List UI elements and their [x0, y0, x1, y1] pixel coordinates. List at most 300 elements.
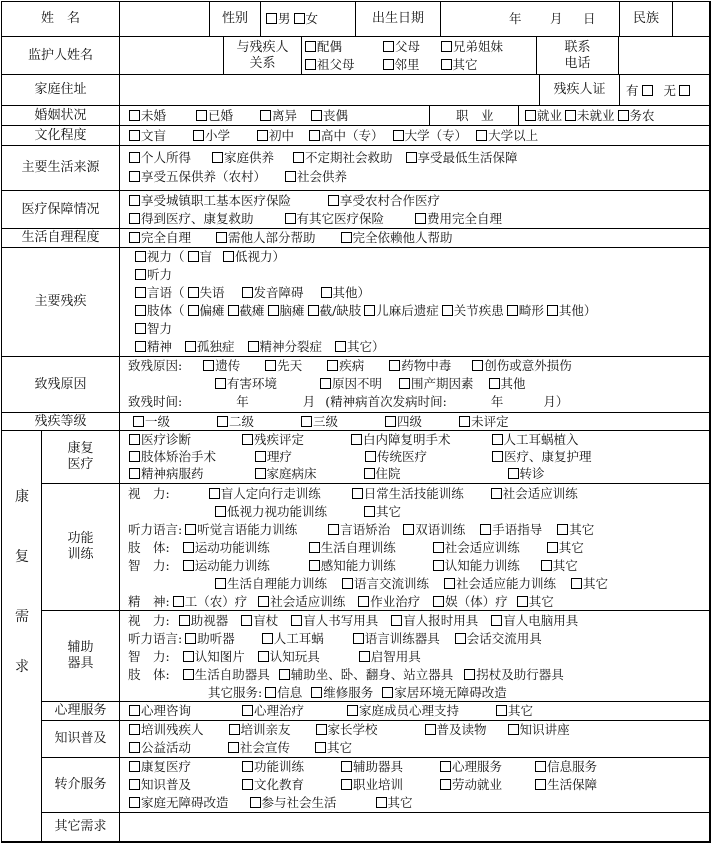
grade3-checkbox[interactable]	[301, 416, 312, 427]
cause-month-label: 月	[302, 394, 316, 409]
devices-vision-label: 视 力:	[128, 613, 170, 628]
sign-language-checkbox[interactable]	[480, 524, 491, 535]
assessment-checkbox[interactable]	[242, 434, 253, 445]
phone-label	[537, 37, 619, 75]
reading-material-checkbox[interactable]	[425, 724, 436, 735]
grade1-label: 一级	[145, 414, 171, 429]
deformity-checkbox[interactable]	[507, 305, 518, 316]
other-relation-checkbox[interactable]	[441, 59, 452, 70]
recreation-therapy-checkbox[interactable]	[433, 596, 444, 607]
orientation-checkbox[interactable]	[209, 488, 220, 499]
cert-line	[626, 82, 691, 99]
self-help-device-checkbox[interactable]	[183, 669, 194, 680]
limb-label: 肢体（	[147, 303, 185, 318]
psych-label	[42, 702, 120, 721]
limb-training-other-label: 其它	[558, 540, 584, 555]
training-hearing-label: 听力语言:	[128, 522, 183, 537]
college-label: 大学（专）	[404, 128, 468, 143]
walking-aid-label: 拐杖及助行器具	[476, 667, 564, 682]
name-field[interactable]	[120, 2, 210, 37]
disability-label	[2, 248, 120, 357]
articulation-checkbox[interactable]	[242, 287, 253, 298]
ethnic-field[interactable]	[673, 2, 710, 37]
name-label-text: 姓 名	[40, 11, 80, 26]
transfer-checkbox[interactable]	[508, 468, 519, 479]
self-help-device-label: 生活自助器具	[194, 667, 270, 682]
social-aid-checkbox[interactable]	[293, 152, 304, 163]
limb-surgery-label: 肢体矫治手术	[141, 449, 217, 464]
schizophrenia-checkbox[interactable]	[248, 341, 259, 352]
speech-correction-checkbox[interactable]	[328, 524, 339, 535]
ref-employment-label: 劳动就业	[452, 777, 503, 792]
congenital-checkbox[interactable]	[265, 360, 276, 371]
diagnosis-checkbox[interactable]	[129, 434, 140, 445]
ref-culture-edu-checkbox[interactable]	[242, 779, 253, 790]
unmarried-checkbox[interactable]	[129, 110, 140, 121]
family-support-label: 家庭供养	[224, 150, 275, 165]
education-options	[120, 126, 710, 146]
medical-aid-label: 得到医疗、康复救助	[141, 211, 254, 226]
visual-aid-checkbox[interactable]	[179, 615, 190, 626]
ref-living-security-label: 生活保障	[547, 777, 598, 792]
disability-options	[120, 248, 710, 357]
home-accessibility-checkbox[interactable]	[382, 687, 393, 698]
knowledge-other-checkbox[interactable]	[315, 742, 326, 753]
psychotherapy-checkbox[interactable]	[242, 705, 253, 716]
partial-help-checkbox[interactable]	[216, 232, 227, 243]
marriage-label-text: 婚姻状况	[34, 107, 87, 123]
psychotherapy-label: 心理治疗	[254, 703, 305, 718]
family-support-psych-checkbox[interactable]	[347, 705, 358, 716]
ref-devices-label: 辅助器具	[353, 759, 404, 774]
ref-vocational-label: 职业培训	[353, 777, 404, 792]
psych-options	[120, 702, 710, 721]
diagnosis-label: 医疗诊断	[141, 432, 192, 447]
counseling-checkbox[interactable]	[129, 705, 140, 716]
ref-vocational-checkbox[interactable]	[341, 779, 352, 790]
unemployed-label: 未就业	[577, 108, 615, 123]
paraplegia-checkbox[interactable]	[228, 305, 239, 316]
psych-other-checkbox[interactable]	[496, 705, 507, 716]
hospitalization-checkbox[interactable]	[364, 468, 375, 479]
unrated-label: 未评定	[471, 414, 509, 429]
family-support-checkbox[interactable]	[212, 152, 223, 163]
joint-checkbox[interactable]	[442, 305, 453, 316]
medical-aid-checkbox[interactable]	[129, 213, 140, 224]
junior-label: 初中	[269, 128, 295, 143]
grade2-label: 二级	[229, 414, 255, 429]
rehab-char-1: 康	[15, 489, 29, 505]
medical-line-1	[126, 192, 440, 209]
siblings-checkbox[interactable]	[441, 41, 452, 52]
cataract-label: 白内障复明手术	[363, 432, 451, 447]
knowledge-line-1	[126, 721, 570, 738]
ref-other-label: 其它	[387, 795, 413, 810]
devices-options	[42, 611, 710, 702]
cert-no-checkbox[interactable]	[679, 85, 690, 96]
female-checkbox[interactable]	[294, 13, 305, 24]
ref-rehab-medical-label: 康复医疗	[141, 759, 192, 774]
cataract-checkbox[interactable]	[351, 434, 362, 445]
mental-training-other-checkbox[interactable]	[517, 596, 528, 607]
devices-other-line	[208, 684, 507, 701]
social-adapt-mental-checkbox[interactable]	[258, 596, 269, 607]
cert-options	[620, 75, 710, 106]
relation-label	[224, 37, 302, 75]
rehab-char-2: 复	[15, 549, 29, 565]
polio-checkbox[interactable]	[364, 305, 375, 316]
illiterate-label: 文盲	[141, 128, 167, 143]
job-label: 职 业	[456, 108, 494, 123]
blind-checkbox[interactable]	[188, 251, 199, 262]
info-service-checkbox[interactable]	[265, 687, 276, 698]
cause-line-1	[128, 357, 572, 374]
nursing-checkbox[interactable]	[492, 451, 503, 462]
other-needs-label-text: 其它需求	[54, 819, 107, 834]
parents-checkbox[interactable]	[383, 41, 394, 52]
employed-checkbox[interactable]	[525, 110, 536, 121]
job-divider-right	[518, 106, 519, 126]
device-cochlear-checkbox[interactable]	[262, 633, 273, 644]
gender-label	[210, 2, 261, 37]
traditional-checkbox[interactable]	[365, 451, 376, 462]
medical-line-2	[126, 210, 502, 227]
grade3-label: 三级	[313, 414, 339, 429]
ref-social-life-label: 参与社会生活	[261, 795, 337, 810]
ref-other-checkbox[interactable]	[376, 797, 387, 808]
unknown-cause-checkbox[interactable]	[320, 378, 331, 389]
occupational-therapy-label: 作业治疗	[370, 594, 421, 609]
grandparents-checkbox[interactable]	[305, 59, 316, 70]
cognition-checkbox[interactable]	[433, 560, 444, 571]
auditory-speech-checkbox[interactable]	[185, 524, 196, 535]
devices-limb-label: 肢 体:	[128, 667, 170, 682]
widowed-checkbox[interactable]	[311, 110, 322, 121]
referral-label-text: 转介服务	[54, 777, 107, 792]
five-guarantee-checkbox[interactable]	[129, 171, 140, 182]
trauma-checkbox[interactable]	[472, 360, 483, 371]
language-trainer-label: 语言训练器具	[364, 631, 440, 646]
blind-computer-checkbox[interactable]	[491, 615, 502, 626]
environment-checkbox[interactable]	[215, 378, 226, 389]
intellect-label: 智力	[147, 321, 173, 336]
motor-function-checkbox[interactable]	[183, 542, 194, 553]
language-exchange-checkbox[interactable]	[342, 578, 353, 589]
selfcare-ability-checkbox[interactable]	[215, 578, 226, 589]
psych-medication-checkbox[interactable]	[129, 468, 140, 479]
selfcare-ability-label: 生活自理能力训练	[227, 576, 328, 591]
nursing-label: 医疗、康复护理	[504, 449, 592, 464]
bilingual-label: 双语训练	[415, 522, 466, 537]
urban-insurance-checkbox[interactable]	[129, 195, 140, 206]
ref-devices-checkbox[interactable]	[341, 761, 352, 772]
work-therapy-label: 工（农）疗	[184, 594, 248, 609]
home-bed-checkbox[interactable]	[255, 468, 266, 479]
neighbor-checkbox[interactable]	[383, 59, 394, 70]
social-aid-label: 不定期社会救助	[305, 150, 393, 165]
divorced-checkbox[interactable]	[260, 110, 271, 121]
full-selfcare-checkbox[interactable]	[129, 232, 140, 243]
training-hearing-line	[128, 521, 594, 538]
hemiplegia-checkbox[interactable]	[188, 305, 199, 316]
employed-label: 就业	[537, 108, 563, 123]
ref-psych-checkbox[interactable]	[440, 761, 451, 772]
low-vision-training-label: 低视力视功能训练	[227, 504, 328, 519]
paraplegia-label: 截瘫	[239, 303, 265, 318]
transfer-label: 转诊	[519, 466, 545, 481]
vision-training-other-checkbox[interactable]	[364, 506, 375, 517]
positioning-device-checkbox[interactable]	[279, 669, 290, 680]
physio-label: 理疗	[267, 449, 293, 464]
personal-income-checkbox[interactable]	[129, 152, 140, 163]
social-adapt-intel-checkbox[interactable]	[444, 578, 455, 589]
psych-medication-label: 精神病服药	[141, 466, 204, 481]
education-line	[126, 127, 538, 144]
rural-coop-checkbox[interactable]	[328, 195, 339, 206]
devices-vision-line	[128, 612, 578, 629]
name-label	[2, 2, 120, 37]
knowledge-label	[42, 721, 120, 758]
drug-poison-checkbox[interactable]	[389, 360, 400, 371]
cause-label	[2, 357, 120, 413]
speech-checkbox[interactable]	[135, 287, 146, 298]
junior-checkbox[interactable]	[257, 130, 268, 141]
farming-label: 务农	[629, 108, 655, 123]
devices-intel-label: 智 力:	[128, 649, 170, 664]
other-needs-field[interactable]	[120, 813, 710, 842]
female-label: 女	[305, 11, 319, 26]
rehab-char-3: 需	[15, 609, 29, 625]
cerebral-palsy-checkbox[interactable]	[268, 305, 279, 316]
grade-label	[2, 413, 120, 431]
neighbor-label: 邻里	[394, 57, 420, 72]
selfcare-training-checkbox[interactable]	[309, 542, 320, 553]
selfcare-line	[126, 229, 453, 246]
congenital-label: 先天	[277, 358, 303, 373]
ref-training-checkbox[interactable]	[242, 761, 253, 772]
disease-checkbox[interactable]	[327, 360, 338, 371]
relation-line-2	[302, 56, 478, 73]
occupational-therapy-checkbox[interactable]	[358, 596, 369, 607]
limb-training-other-checkbox[interactable]	[547, 542, 558, 553]
talking-clock-label: 盲人报时用具	[403, 613, 479, 628]
knowledge-other-label: 其它	[327, 740, 353, 755]
full-dependence-checkbox[interactable]	[341, 232, 352, 243]
unknown-cause-label: 原因不明	[332, 376, 383, 391]
walking-aid-checkbox[interactable]	[464, 669, 475, 680]
hearing-aid-checkbox[interactable]	[185, 633, 196, 644]
devices-label-text: 辅助器具	[67, 640, 94, 671]
income-label	[2, 146, 120, 191]
social-adapt-vision-checkbox[interactable]	[491, 488, 502, 499]
cognitive-pictures-checkbox[interactable]	[183, 651, 194, 662]
rehab-medical-options	[120, 431, 710, 484]
social-adapt-limb-label: 社会适应训练	[444, 540, 520, 555]
above-college-checkbox[interactable]	[476, 130, 487, 141]
ref-employment-checkbox[interactable]	[440, 779, 451, 790]
sign-language-label: 手语指导	[492, 522, 543, 537]
hereditary-checkbox[interactable]	[203, 360, 214, 371]
perinatal-checkbox[interactable]	[399, 378, 410, 389]
birth-month-label: 月	[550, 11, 563, 26]
ref-home-access-label: 家庭无障碍改造	[141, 795, 229, 810]
intel2-training-other-checkbox[interactable]	[571, 578, 582, 589]
unrated-checkbox[interactable]	[459, 416, 470, 427]
full-selfcare-label: 完全自理	[141, 230, 192, 245]
birth-field[interactable]	[441, 2, 620, 37]
device-cochlear-label: 人工耳蜗	[273, 631, 324, 646]
training-mental-line	[128, 593, 554, 610]
phone-field[interactable]	[619, 37, 710, 75]
vision-checkbox[interactable]	[135, 251, 146, 262]
work-therapy-checkbox[interactable]	[173, 596, 184, 607]
intel-training-other-checkbox[interactable]	[541, 560, 552, 571]
recreation-therapy-label: 娱（体）疗	[445, 594, 508, 609]
environment-label: 有害环境	[227, 376, 278, 391]
autism-checkbox[interactable]	[185, 341, 196, 352]
train-relatives-checkbox[interactable]	[229, 724, 240, 735]
mental-other-label: 其它）	[347, 339, 385, 354]
address-field[interactable]	[120, 75, 540, 106]
ref-rehab-medical-checkbox[interactable]	[129, 761, 140, 772]
unemployed-checkbox[interactable]	[565, 110, 576, 121]
cerebral-palsy-label: 脑瘫	[279, 303, 305, 318]
disability-hearing-line	[132, 266, 172, 283]
guardian-field[interactable]	[120, 37, 224, 75]
spouse-checkbox[interactable]	[305, 41, 316, 52]
primary-checkbox[interactable]	[193, 130, 204, 141]
amputation-checkbox[interactable]	[308, 305, 319, 316]
talking-clock-checkbox[interactable]	[391, 615, 402, 626]
address-label-text: 家庭住址	[34, 82, 87, 97]
training-vision-line-2	[212, 503, 401, 520]
gender-options	[261, 2, 356, 37]
cognition-label: 认知能力训练	[444, 558, 520, 573]
home-bed-label: 家庭病床	[266, 466, 317, 481]
min-living-checkbox[interactable]	[406, 152, 417, 163]
grade1-checkbox[interactable]	[133, 416, 144, 427]
limb-checkbox[interactable]	[135, 305, 146, 316]
vision-label: 视力（	[147, 249, 185, 264]
physio-checkbox[interactable]	[255, 451, 266, 462]
hearing-checkbox[interactable]	[135, 269, 146, 280]
grade-options	[120, 413, 710, 431]
senior-label: 高中（专）	[321, 128, 384, 143]
college-checkbox[interactable]	[393, 130, 404, 141]
job-divider-left	[429, 106, 430, 126]
parent-school-checkbox[interactable]	[316, 724, 327, 735]
perception-checkbox[interactable]	[309, 560, 320, 571]
low-vision-training-checkbox[interactable]	[215, 506, 226, 517]
marriage-line	[126, 107, 348, 124]
daily-skill-checkbox[interactable]	[352, 488, 363, 499]
disability-limb-line	[132, 302, 596, 319]
cert-label-text: 残疾人证	[553, 82, 606, 97]
rehab-medical-label-text: 康复医疗	[67, 441, 94, 472]
speech-other-checkbox[interactable]	[321, 287, 332, 298]
ref-home-access-checkbox[interactable]	[129, 797, 140, 808]
disease-label: 疾病	[339, 358, 365, 373]
white-cane-checkbox[interactable]	[241, 615, 252, 626]
mental-checkbox[interactable]	[135, 341, 146, 352]
income-line-1	[126, 149, 518, 166]
limb-other-label: 其他）	[558, 303, 597, 318]
public-welfare-checkbox[interactable]	[129, 742, 140, 753]
language-trainer-checkbox[interactable]	[353, 633, 364, 644]
social-publicity-label: 社会宣传	[240, 740, 291, 755]
mental-other-checkbox[interactable]	[335, 341, 346, 352]
low-vision-checkbox[interactable]	[223, 251, 234, 262]
limb-other-checkbox[interactable]	[547, 305, 558, 316]
grade2-checkbox[interactable]	[217, 416, 228, 427]
illiterate-checkbox[interactable]	[129, 130, 140, 141]
communication-device-label: 会话交流用具	[466, 631, 542, 646]
limb-surgery-checkbox[interactable]	[129, 451, 140, 462]
repair-service-checkbox[interactable]	[311, 687, 322, 698]
train-disabled-checkbox[interactable]	[129, 724, 140, 735]
cognitive-toys-checkbox[interactable]	[258, 651, 269, 662]
language-exchange-label: 语言交流训练	[354, 576, 430, 591]
other-insurance-checkbox[interactable]	[285, 213, 296, 224]
ref-knowledge-label: 知识普及	[141, 777, 192, 792]
cause-label-text: 致残原因	[34, 376, 87, 392]
ref-social-life-checkbox[interactable]	[250, 797, 261, 808]
motor-function-label: 运动功能训练	[194, 540, 270, 555]
cochlear-implant-checkbox[interactable]	[492, 434, 503, 445]
ref-info-checkbox[interactable]	[535, 761, 546, 772]
social-publicity-checkbox[interactable]	[228, 742, 239, 753]
devices-intel-line	[128, 648, 421, 665]
cert-yes-checkbox[interactable]	[642, 85, 653, 96]
senior-checkbox[interactable]	[309, 130, 320, 141]
polio-label: 儿麻后遗症	[376, 303, 439, 318]
parents-label: 父母	[395, 39, 421, 54]
motor-ability-checkbox[interactable]	[183, 560, 194, 571]
articulation-label: 发音障碍	[253, 285, 304, 300]
social-support-checkbox[interactable]	[285, 171, 296, 182]
farming-checkbox[interactable]	[618, 110, 629, 121]
guardian-label	[2, 37, 120, 75]
lecture-checkbox[interactable]	[508, 724, 519, 735]
low-vision-label: 低视力）	[235, 249, 286, 264]
intellect-checkbox[interactable]	[135, 323, 146, 334]
referral-options	[120, 758, 710, 813]
aphasia-checkbox[interactable]	[188, 287, 199, 298]
hearing-training-other-checkbox[interactable]	[557, 524, 568, 535]
bilingual-checkbox[interactable]	[403, 524, 414, 535]
selfcare-training-label: 生活自理训练	[320, 540, 396, 555]
hearing-training-other-label: 其它	[569, 522, 595, 537]
cause-other-checkbox[interactable]	[489, 378, 500, 389]
married-checkbox[interactable]	[196, 110, 207, 121]
psych-label-text: 心理服务	[54, 703, 107, 718]
self-pay-checkbox[interactable]	[415, 213, 426, 224]
rehab-medical-line-3	[126, 465, 545, 482]
male-checkbox[interactable]	[266, 13, 277, 24]
parent-school-label: 家长学校	[327, 722, 378, 737]
grade4-checkbox[interactable]	[385, 416, 396, 427]
hereditary-label: 遗传	[215, 358, 241, 373]
social-adapt-limb-checkbox[interactable]	[433, 542, 444, 553]
knowledge-label-text: 知识普及	[54, 731, 107, 746]
married-label: 已婚	[208, 108, 234, 123]
five-guarantee-label: 享受五保供养（农村）	[141, 169, 267, 184]
communication-device-checkbox[interactable]	[455, 633, 466, 644]
ref-knowledge-checkbox[interactable]	[129, 779, 140, 790]
ref-living-security-checkbox[interactable]	[535, 779, 546, 790]
intellect-tools-checkbox[interactable]	[359, 651, 370, 662]
braille-writing-checkbox[interactable]	[291, 615, 302, 626]
